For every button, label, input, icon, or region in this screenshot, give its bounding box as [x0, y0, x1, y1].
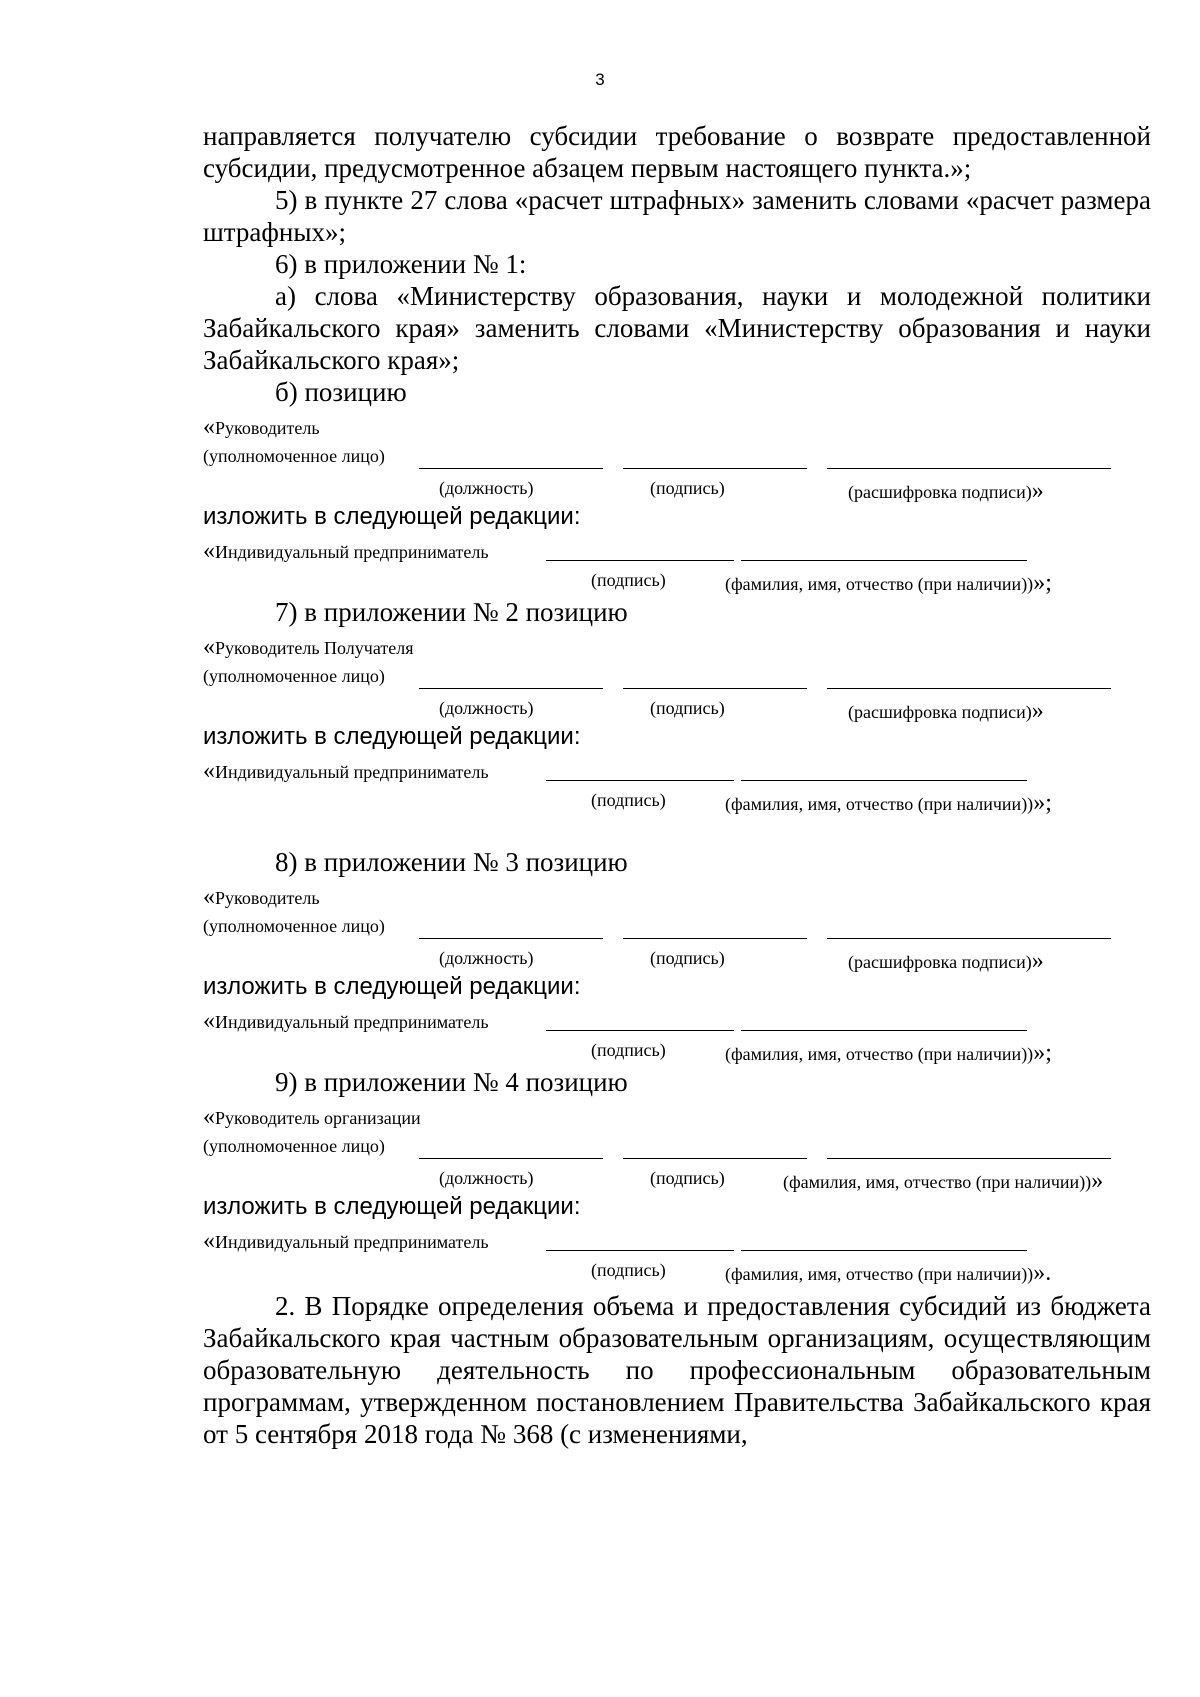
label-name: (расшифровка подписи): [848, 702, 1032, 722]
label-signature: (подпись): [650, 478, 725, 498]
close-quote: »: [1091, 1168, 1104, 1194]
close-quote: »: [1031, 948, 1044, 974]
label-name: (расшифровка подписи): [848, 482, 1032, 502]
signature-line-position: [419, 688, 603, 689]
end-quote: »;: [1033, 790, 1052, 816]
ip-label-signature: (подпись): [591, 790, 666, 810]
ip-signature-line: [546, 560, 734, 561]
paragraph-item-9: 9) в приложении № 4 позицию: [275, 1067, 628, 1097]
paragraph-item-5: 5) в пункте 27 слова «расчет штрафных» заменить словами «расчет размера штрафных»;: [203, 185, 1151, 247]
paragraph-item-6a: а) слова «Министерству образования, науки и молодежной политики Забайкальского края» заменить словами «Министерству образования и науки Забайкальского края»;: [203, 281, 1151, 375]
end-quote: »;: [1033, 1040, 1052, 1066]
signature-line-sign: [623, 688, 807, 689]
signature-line-name: [827, 938, 1111, 939]
label-signature: (подпись): [650, 698, 725, 718]
end-quote: ».: [1033, 1260, 1052, 1286]
ip-signature-line: [546, 1250, 734, 1251]
ip-name-line: [741, 1030, 1027, 1031]
ip-block-3: [203, 1002, 1151, 1066]
position-block-3: [203, 878, 1151, 972]
paragraph-item-6b: б) позицию: [275, 377, 407, 407]
position-block-4: [203, 1098, 1151, 1192]
label-signature: (подпись): [650, 1168, 725, 1188]
ip-signature-line: [546, 780, 734, 781]
open-quote: «: [203, 1008, 215, 1034]
open-quote: «: [203, 1228, 215, 1254]
position-subtitle: (уполномоченное лицо): [203, 666, 385, 686]
spacer: [203, 816, 1151, 846]
signature-line-position: [419, 468, 603, 469]
ip-label-signature: (подпись): [591, 570, 666, 590]
position-subtitle: (уполномоченное лицо): [203, 446, 385, 466]
paragraph-item-6: 6) в приложении № 1:: [275, 249, 527, 279]
open-quote: «: [203, 414, 215, 440]
signature-line-position: [419, 1158, 603, 1159]
label-position: (должность): [439, 948, 534, 968]
signature-line-sign: [623, 1158, 807, 1159]
paragraph-intro-1: направляется получателю субсидии требование о возврате предоставленной субсидии, предусмотренное абзацем первым настоящего пункта.»;: [203, 121, 1151, 183]
position-title: Руководитель организации: [215, 1108, 421, 1128]
position-title: Руководитель: [215, 888, 320, 908]
ip-block-2: [203, 752, 1151, 816]
end-quote: »;: [1033, 570, 1052, 596]
paragraph-item-2: 2. В Порядке определения объема и предоставления субсидий из бюджета Забайкальского края частным образовательным организациям, осуществляющим образовательную деятельность по профессиональным образовательным программам, утвержденном постановлением Правительства Забайкальского края от 5 сентября 2018 года № 368 (с изменениями,: [203, 1291, 1151, 1449]
document-body: [203, 120, 1151, 1450]
position-title: Руководитель Получателя: [215, 638, 414, 658]
ip-name-line: [741, 560, 1027, 561]
ip-label-signature: (подпись): [591, 1040, 666, 1060]
open-quote: «: [203, 758, 215, 784]
ip-title: Индивидуальный предприниматель: [215, 542, 489, 562]
position-block-2: [203, 628, 1151, 722]
ip-label-name: (фамилия, имя, отчество (при наличии)): [725, 574, 1034, 594]
signature-line-sign: [623, 938, 807, 939]
signature-line-name: [827, 688, 1111, 689]
open-quote: «: [203, 538, 215, 564]
ip-title: Индивидуальный предприниматель: [215, 762, 489, 782]
close-quote: »: [1031, 698, 1044, 724]
ip-label-signature: (подпись): [591, 1260, 666, 1280]
open-quote: «: [203, 1104, 215, 1130]
open-quote: «: [203, 634, 215, 660]
ip-name-line: [741, 780, 1027, 781]
position-subtitle: (уполномоченное лицо): [203, 916, 385, 936]
close-quote: »: [1031, 478, 1044, 504]
paragraph-item-7: 7) в приложении № 2 позицию: [275, 597, 628, 627]
paragraph-item-8: 8) в приложении № 3 позицию: [275, 847, 628, 877]
position-title: Руководитель: [215, 418, 320, 438]
ip-label-name: (фамилия, имя, отчество (при наличии)): [725, 794, 1034, 814]
ip-label-name: (фамилия, имя, отчество (при наличии)): [725, 1044, 1034, 1064]
signature-line-name: [827, 468, 1111, 469]
signature-line-position: [419, 938, 603, 939]
redaction-line: изложить в следующей редакции:: [203, 973, 581, 1000]
page-number: 3: [595, 70, 605, 89]
redaction-line: изложить в следующей редакции:: [203, 503, 581, 530]
label-name: (расшифровка подписи): [848, 952, 1032, 972]
signature-line-sign: [623, 468, 807, 469]
ip-block-1: [203, 532, 1151, 596]
ip-block-4: [203, 1222, 1151, 1286]
label-position: (должность): [439, 478, 534, 498]
ip-signature-line: [546, 1030, 734, 1031]
redaction-line: изложить в следующей редакции:: [203, 1193, 581, 1220]
label-position: (должность): [439, 698, 534, 718]
label-position: (должность): [439, 1168, 534, 1188]
position-subtitle: (уполномоченное лицо): [203, 1136, 385, 1156]
position-block-1: [203, 408, 1151, 502]
ip-label-name: (фамилия, имя, отчество (при наличии)): [725, 1264, 1034, 1284]
redaction-line: изложить в следующей редакции:: [203, 723, 581, 750]
label-signature: (подпись): [650, 948, 725, 968]
signature-line-name: [827, 1158, 1111, 1159]
ip-title: Индивидуальный предприниматель: [215, 1012, 489, 1032]
open-quote: «: [203, 884, 215, 910]
label-name: (фамилия, имя, отчество (при наличии)): [783, 1172, 1092, 1192]
ip-name-line: [741, 1250, 1027, 1251]
ip-title: Индивидуальный предприниматель: [215, 1232, 489, 1252]
